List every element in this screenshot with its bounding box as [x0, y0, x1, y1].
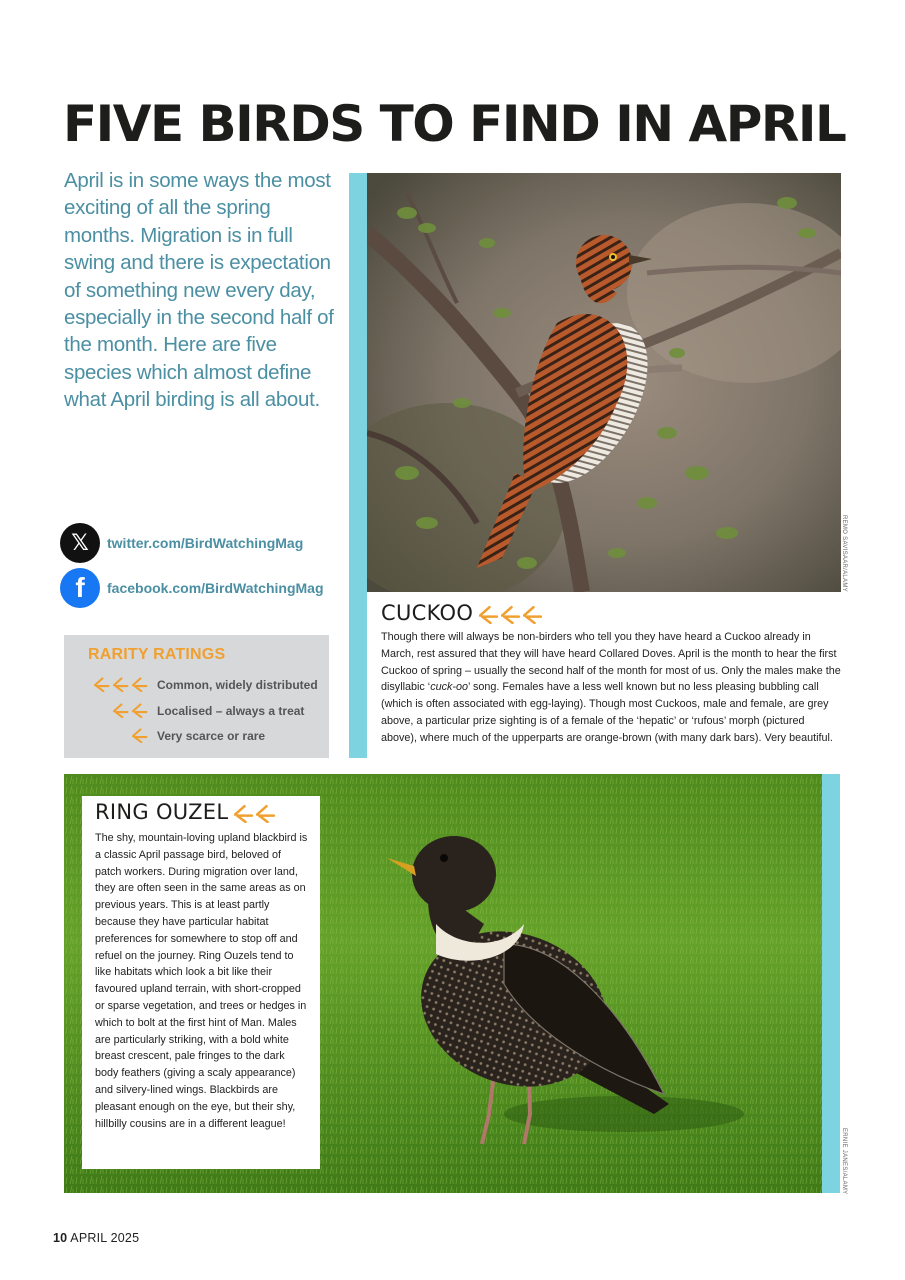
cuckoo-title — [381, 601, 544, 625]
rarity-bird-icon — [132, 675, 149, 692]
page-headline: FIVE BIRDS TO FIND IN APRIL — [63, 95, 846, 153]
cuckoo-rating — [479, 603, 544, 624]
facebook-link[interactable] — [60, 568, 324, 608]
cuckoo-accent-bar — [349, 173, 367, 758]
ring-ouzel-rating — [234, 802, 277, 823]
facebook-icon: f — [60, 568, 100, 608]
ring-ouzel-accent-bar — [822, 774, 840, 1193]
rarity-bird-icon — [113, 701, 130, 718]
cuckoo-text-part2: ’ song. Females have a less well known but no less pleasing bubbling call (which is often associated with egg-laying). Though most Cuckoos, male and female, are grey above, a particular prize sighting is of a female of the ‘hepatic’ or ‘rufous’ morph (pictured above), where much of the upperparts are orange-brown (with many dark bars). Very beautiful. — [381, 681, 833, 744]
rarity-bird-icon — [501, 603, 522, 624]
cuckoo-illustration — [367, 173, 841, 592]
cuckoo-photo — [367, 173, 841, 592]
rarity-icons — [94, 675, 149, 697]
page-number: 10 — [53, 1231, 68, 1245]
rarity-ratings-box — [64, 635, 329, 758]
rarity-row-localised — [64, 701, 329, 723]
rarity-bird-icon — [256, 802, 277, 823]
rarity-bird-icon — [234, 802, 255, 823]
cuckoo-text-part1: Though there will always be non-birders who tell you they have heard a Cuckoo already in March, rest assured that they will have heard Collared Doves. April is the month to hear the first Cuckoo of spring – usually the second half of the month for most of us. Only the males make the disyllabic ‘ — [381, 631, 841, 694]
facebook-link-text: facebook.com/BirdWatchingMag — [107, 580, 324, 596]
rarity-bird-icon — [132, 701, 149, 718]
rarity-label: Very scarce or rare — [157, 729, 266, 743]
rarity-label: Common, widely distributed — [157, 678, 318, 692]
twitter-link[interactable] — [60, 523, 303, 563]
rarity-bird-icon — [479, 603, 500, 624]
rarity-bird-icon — [94, 675, 111, 692]
rarity-icons — [113, 701, 149, 723]
rarity-row-rare — [64, 726, 329, 748]
ring-ouzel-title — [95, 800, 277, 824]
cuckoo-text-italic: cuck-oo — [430, 681, 469, 694]
rarity-bird-icon — [132, 726, 149, 743]
page-footer — [53, 1231, 139, 1245]
twitter-link-text: twitter.com/BirdWatchingMag — [107, 535, 304, 551]
ring-ouzel-text-box — [82, 796, 320, 1169]
rarity-row-common — [64, 675, 329, 697]
twitter-x-icon: 𝕏 — [60, 523, 100, 563]
rarity-title: RARITY RATINGS — [88, 646, 226, 663]
cuckoo-photo-credit: REMO SAVISAAR/ALAMY — [841, 515, 847, 592]
cuckoo-text — [381, 629, 841, 747]
ring-ouzel-photo-credit: ERNIE JANES/ALAMY — [841, 1128, 847, 1195]
rarity-bird-icon — [113, 675, 130, 692]
rarity-label: Localised – always a treat — [157, 704, 305, 718]
rarity-bird-icon — [523, 603, 544, 624]
cuckoo-title-text: CUCKOO — [381, 601, 474, 625]
ring-ouzel-text: The shy, mountain-loving upland blackbird is a classic April passage bird, beloved of patch workers. During migration over land, they are often seen in the same areas as on previous years. This is at least partly because they have particular habitat preferences for somewhere to stop off and refuel on the journey. Ring Ouzels tend to like habitats which look a bit like their favoured upland terrain, with short-cropped or sparse vegetation, and trees or hedges in which to bolt at the first hint of Man. Males are particularly striking, with a bold white breast crescent, pale fringes to the dark body feathers (giving a scaly appearance) and silvery-lined wings. Blackbirds are pleasant enough on the eye, but their shy, hillbilly cousins are in a different league! — [95, 832, 308, 1130]
rarity-icons — [132, 726, 149, 748]
intro-paragraph: April is in some ways the most exciting of all the spring months. Migration is in full swing and there is expectation of something new every day, especially in the second half of the month. Here are five species which almost define what April birding is all about. — [64, 169, 334, 412]
ring-ouzel-title-text: RING OUZEL — [95, 800, 229, 824]
issue-date: APRIL 2025 — [70, 1231, 140, 1245]
